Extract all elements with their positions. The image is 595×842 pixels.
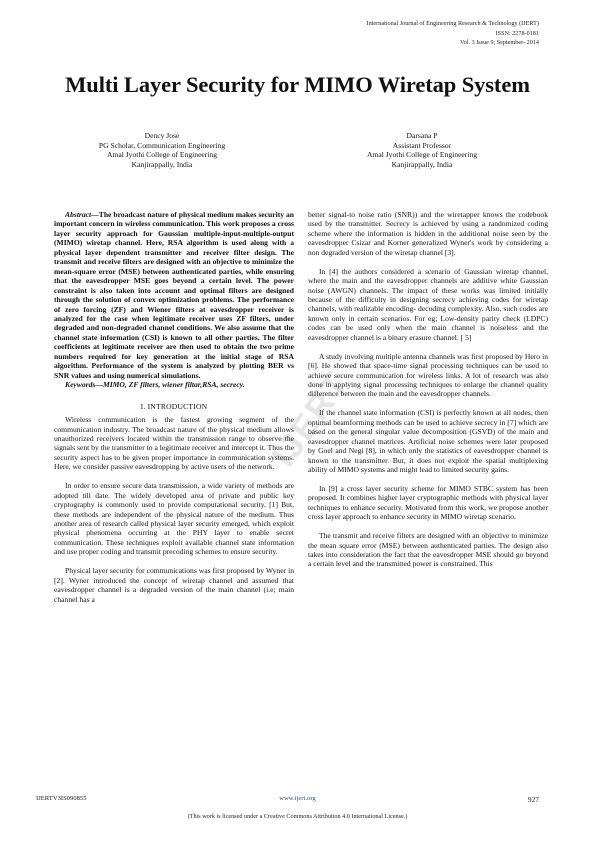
author-1-location: Kanjirappally, India: [131, 159, 193, 169]
author-2: [322, 131, 522, 169]
author-1-name: Dency Jose: [144, 131, 180, 140]
keywords: Keywords—MIMO, ZF filters, wiener filtar,RSA, secrecy.: [65, 380, 245, 390]
author-1: [62, 131, 262, 169]
author-2-location: Kanjirappally, India: [391, 159, 453, 169]
right-paragraph-2: In [4] the authors considered a scenario of Gaussian wiretap channel, where the main and the eavesdropper channels are additive white Gaussian noise (AWGN) channels. The impact of these works was limited initially because of the difficulty in designing secrecy achieving codes for wiretap channels, with realizable encoding- decoding complexity. Also, such codes are known only in certain scenarios. For eg; Low-density parity check (LDPC) codes can be used only when the main channel is noiseless and the eavesdropper channel is a binary erasure channel. [ 5]: [308, 266, 548, 342]
footer-license: (This work is licensed under a Creative Commons Attribution 4.0 International License.): [187, 813, 408, 820]
section-heading-introduction: I. INTRODUCTION: [140, 401, 208, 411]
right-paragraph-3: A study involving multiple antenna channels was first proposed by Hero in [6]. He showed that space-time signal processing techniques can be used to achieve secure communication for wireless links. A lot of research was also done in applying signal processing techniques to enlarge the channel quality difference between the main and the eavesdropper channels.: [308, 351, 548, 399]
author-2-role: Assistant Professor: [392, 140, 452, 150]
footer-paper-id: IJERTV3IS090855: [36, 795, 87, 802]
footer-url-link[interactable]: www.ijert.org: [279, 795, 316, 802]
right-paragraph-6: The transmit and receive filters are designed with an objective to minimize the mean square error (MSE) between authenticated parties. The design also takes into consideration the fact that the eavesdropper MSE should go beyond a certain level and the transmitted power is constrained. This: [308, 531, 548, 569]
abstract-label: Abstract: [65, 210, 92, 219]
right-paragraph-5: In [9] a cross layer security scheme for MIMO STBC system has been proposed. It combines higher layer cryptographic methods with physical layer techniques to enhance security. Motivated from this work, we propose another cross layer approach to enhance security in MIMO wiretap scenario.: [308, 483, 548, 522]
ijert-watermark: IJERT: [264, 364, 357, 474]
left-paragraph-2: In order to ensure secure data transmission, a wide variety of methods are adopted till date. The widely developed area of private and public key cryptography is commonly used to provide computational security. [1] But, these methods are independent of the physical nature of the medium. Thus another area of research called physical layer security emerged, which exploit physical phenomena occurring at the PHY layer to enable secret communication. These techniques exploit available channel state information and use proper coding and transmit precoding schemes to ensure security.: [54, 481, 294, 557]
right-paragraph-4: If the channel state information (CSI) is perfectly known at all nodes, then optimal beamforming methods can be used to achieve secrecy in [7] which are based on the general singular value decomposition (GSVD) of the main and eavesdropper channel matrices. Artificial noise schemes were later proposed by Goel and Negi [8], in which only the statistics of eavesdropper channel is known to the transmitter. But, it does not exploit the spatial multiplexing ability of MIMO systems and might lead to limited security gains.: [308, 408, 548, 475]
abstract: [54, 210, 294, 380]
right-paragraph-1: better signal-to noise ratio (SNR)) and the wiretapper knows the codebook used by the transmitter. Secrecy is achieved by using a randomized coding scheme where the information is hidden in the additional noise seen by the eavesdropper Csizar and Korner generalized Wyner's work by considering a non degraded version of the wiretap channel [3].: [308, 210, 548, 257]
author-2-affiliation: Amal Jyothi College of Engineering: [366, 150, 478, 160]
paper-title: Multi Layer Security for MIMO Wiretap System: [65, 72, 530, 97]
journal-volume: Vol. 3 Issue 9, September- 2014: [460, 39, 539, 47]
journal-header: [367, 20, 539, 47]
abstract-text: —The broadcast nature of physical medium makes security an important concern in wireless communication. This work proposes a cross layer security approach for Gaussian multiple-input-multiple-output (MIMO) wiretap channel. Here, RSA algorithm is used along with a physical layer dependent transmitter and receiver filter design. The transmit and receive filters are designed with an objective to minimize the mean-square error (MSE) between authenticated parties, while ensuring that the eavesdropper MSE goes beyond a certain level. The power constraint is also taken into account and optimal filters are designed through the solution of convex optimization problems. The performance of zero forcing (ZF) and Wiener filters at eavesdropper receiver is analyzed for the case when legitimate receiver uses ZF filters, under degraded and non-degraded channel conditions. We also assume that the channel state information (CSI) is known to all other parties. The filter coefficients at legitimate receiver are then used to obtain the two prime numbers required for key generation at the initial stage of RSA algorithm. Performance of the system is analyzed by plotting BER vs SNR values and using numerical simulations.: [54, 210, 294, 380]
left-paragraph-3: Physical layer security for communications was first proposed by Wyner in [2]. Wyner introduced the concept of wiretap channel and assumed that eavesdropper channel is a degraded version of the main channel (i.e; main channel has a: [54, 566, 294, 604]
left-paragraph-1: Wireless communication is the fastest growing segment of the communication industry. The broadcast nature of the physical medium allows unauthorized receivers located within the transmission range to observe the signals sent by the transmitter to a legitimate receiver and intercept it. Thus the security aspect has to be given proper importance in communication systems. Here, we consider passive eavesdropping by active users of the network.: [54, 415, 294, 472]
author-1-role: PG Scholar, Communication Engineering: [98, 140, 226, 150]
journal-issn: ISSN: 2278-0181: [495, 29, 539, 37]
author-1-affiliation: Amal Jyothi College of Engineering: [106, 150, 218, 160]
journal-name: International Journal of Engineering Research & Technology (IJERT): [366, 20, 539, 27]
left-column: [54, 210, 294, 613]
author-2-name: Darsana P: [406, 131, 438, 140]
right-column: [308, 210, 548, 578]
footer-page-number: 927: [527, 795, 539, 804]
